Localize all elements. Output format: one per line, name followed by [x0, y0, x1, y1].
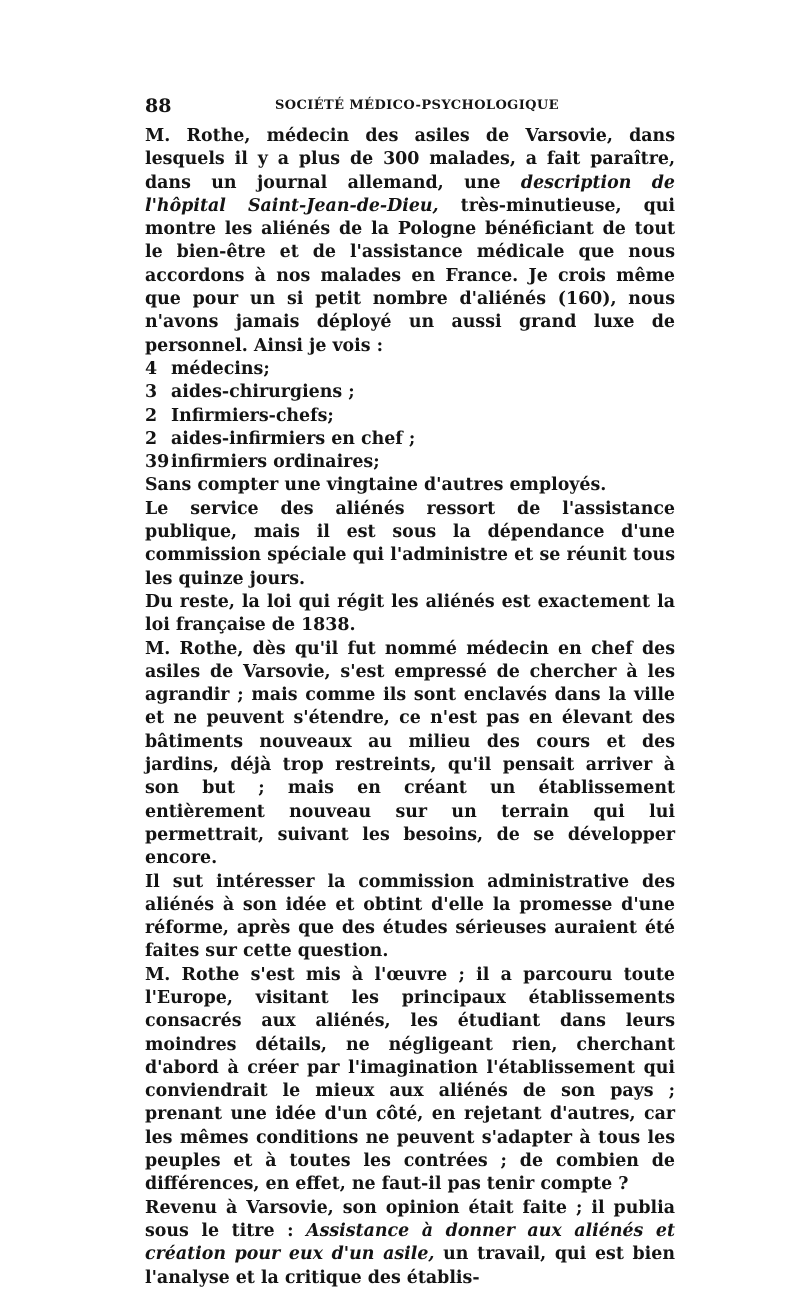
list-count: 3 — [145, 382, 158, 403]
staff-list — [145, 358, 675, 498]
list-count: 2 — [145, 428, 158, 449]
paragraph-text: M. Rothe, médecin des asiles de Varsovie, dans lesquels il y a plus de 300 malades, a fait paraître, dans un journal allemand, une — [145, 126, 675, 193]
paragraph-publication — [145, 1197, 675, 1290]
paragraph-text: très-minutieuse, qui montre les aliénés de la Pologne bénéficiant de tout le bien-être et de l'assistance médicale que nous accordons à nos malades en France. Je crois même que pour un si petit nombre d'aliénés (160), nous n'avons jamais déployé un aussi grand luxe de personnel. Ainsi je vois : — [145, 195, 676, 356]
page-number: 88 — [145, 95, 172, 117]
paragraph-law-1838: Du reste, la loi qui régit les aliénés est exactement la loi française de 1838. — [145, 591, 675, 636]
paragraph-text: Revenu à Varsovie, son opinion était faite ; il publia sous le titre : — [145, 1197, 675, 1241]
book-page — [145, 95, 675, 1290]
italic-title: Assistance à donner aux aliénés et création pour eux d'un asile, — [145, 1220, 675, 1265]
staff-list-end: Sans compter une vingtaine d'autres employés. — [145, 475, 607, 496]
page-header — [145, 95, 675, 121]
list-item — [145, 405, 675, 428]
list-count: 39 — [145, 452, 170, 473]
list-count: 2 — [145, 405, 158, 426]
list-item — [145, 428, 675, 451]
paragraph-expansion: M. Rothe, dès qu'il fut nommé médecin en chef des asiles de Varsovie, s'est empressé de chercher à les agrandir ; mais comme ils sont enclavés dans la ville et ne peuvent s'étendre, ce n'est pas en élevant des bâtiments nouveaux au milieu des cours et des jardins, déjà trop restreints, qu'il pensait arriver à son but ; mais en créant un établissement entièrement nouveau sur un terrain qui lui permettrait, suivant les besoins, de se développer encore. — [145, 638, 675, 869]
list-item — [145, 358, 675, 381]
paragraph-rothe-description — [145, 125, 675, 358]
list-label: médecins; — [171, 358, 270, 379]
list-item — [145, 451, 675, 474]
list-label: infirmiers ordinaires; — [171, 452, 380, 473]
running-title: SOCIÉTÉ MÉDICO-PSYCHOLOGIQUE — [275, 98, 559, 113]
paragraph-commission: Il sut intéresser la commission administrative des aliénés à son idée et obtint d'elle la promesse d'une réforme, après que des études sérieuses auraient été faites sur cette question. — [145, 871, 675, 962]
body-text — [145, 125, 675, 1290]
italic-title: description de l'hôpital Saint-Jean-de-Dieu, — [145, 172, 675, 216]
list-item — [145, 381, 675, 404]
list-label: Infirmiers-chefs; — [171, 405, 334, 426]
paragraph-public-assistance: Le service des aliénés ressort de l'assistance publique, mais il est sous la dépendance d'une commission spéciale qui l'administre et se réunit tous les quinze jours. — [145, 498, 675, 589]
paragraph-text: un travail, qui est bien l'analyse et la critique des établis- — [145, 1244, 675, 1288]
list-label: aides-chirurgiens ; — [171, 382, 355, 403]
list-count: 4 — [145, 358, 158, 379]
paragraph-europe-visit: M. Rothe s'est mis à l'œuvre ; il a parcouru toute l'Europe, visitant les principaux établissements consacrés aux aliénés, les étudiant dans leurs moindres détails, ne négligeant rien, cherchant d'abord à créer par l'imagination l'établissement qui conviendrait le mieux aux aliénés de son pays ; prenant une idée d'un côté, en rejetant d'autres, car les mêmes conditions ne peuvent s'adapter à tous les peuples et à toutes les contrées ; de combien de différences, en effet, ne faut-il pas tenir compte ? — [145, 964, 675, 1195]
list-label: aides-infirmiers en chef ; — [171, 428, 416, 449]
